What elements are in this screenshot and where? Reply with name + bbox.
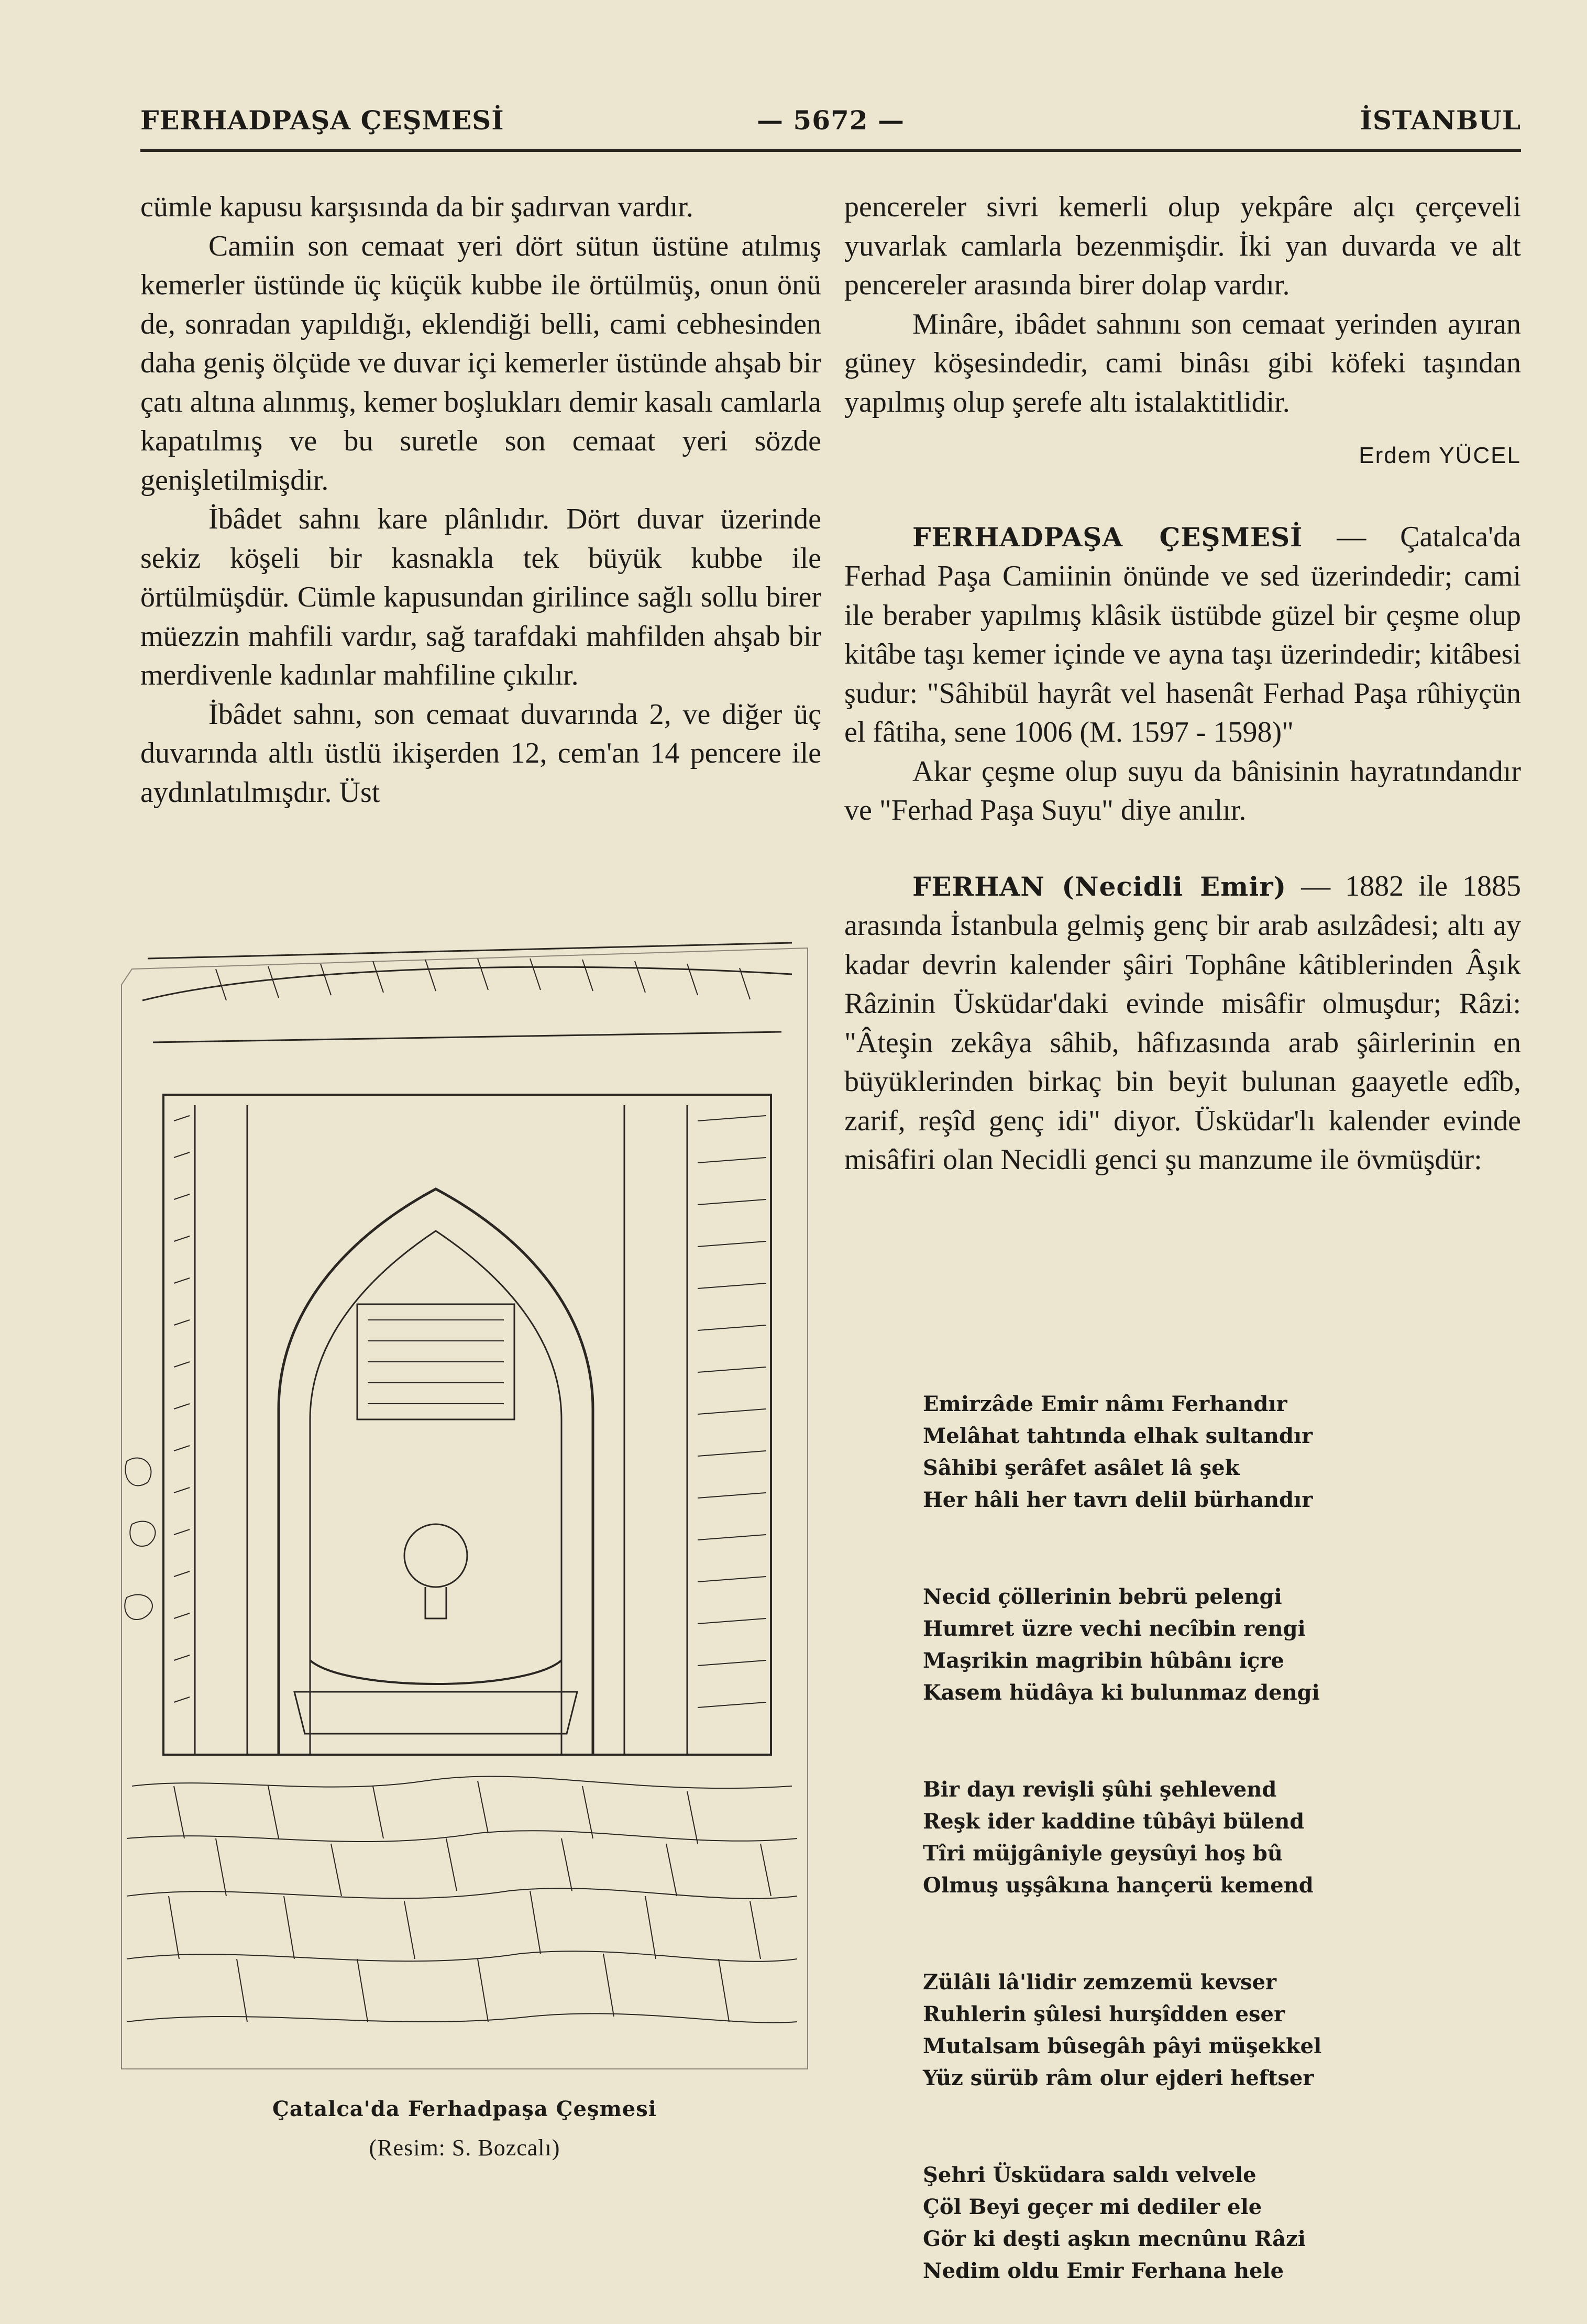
poem-line: Emirzâde Emir nâmı Ferhandır <box>923 1392 1287 1416</box>
poem-stanza <box>923 2159 1447 2287</box>
left-column <box>140 188 821 812</box>
poem-line: Gör ki deşti aşkın mecnûnu Râzi <box>923 2227 1306 2251</box>
poem-line: Reşk ider kaddine tûbâyi bülend <box>923 1809 1305 1834</box>
poem-line: Tîri müjgâniyle geysûyi hoş bû <box>923 1841 1283 1866</box>
paragraph: İbâdet sahnı kare plânlıdır. Dört duvar üzerinde sekiz köşeli bir kasnakla tek büyük kubbe ile örtülmüşdür. Cümle kapusundan girilince sağlı sollu birer müezzin mahfili vardır, sağ tarafdaki mahfilden ahşab bir merdivenle kadınlar mahfiline çıkılır. <box>140 503 821 691</box>
fountain-illustration <box>111 938 818 2079</box>
poem-line: Maşrikin magribin hûbânı içre <box>923 1648 1284 1673</box>
header-rule <box>140 149 1521 152</box>
caption-title: Çatalca'da Ferhadpaşa Çeşmesi <box>272 2097 657 2121</box>
poem-line: Olmuş uşşâkına hançerü kemend <box>923 1873 1314 1898</box>
paragraph: Camiin son cemaat yeri dört sütun üstüne atılmış kemerler üstünde üç küçük kubbe ile örtülmüş, onun önü de, sonradan yapıldığı, eklendiği belli, cami cebhesinden daha geniş ölçüde ve duvar içi kemerler üstünde ahşab bir çatı altına alınmış, kemer boşlukları demir kasalı camlarla kapatılmış ve bu suretle son cemaat yeri sözde genişletilmişdir. <box>140 229 821 497</box>
poem-line: Nedim oldu Emir Ferhana hele <box>923 2259 1284 2283</box>
poem-line: Sâhibi şerâfet asâlet lâ şek <box>923 1456 1240 1480</box>
poem-stanza <box>923 1774 1447 1901</box>
paragraph: İbâdet sahnı, son cemaat duvarında 2, ve diğer üç duvarında altlı üstlü ikişerden 12, cem'an 14 pencere ile aydınlatılmışdır. Üst <box>140 698 821 809</box>
entry-title: FERHADPAŞA ÇEŞMESİ <box>912 521 1303 553</box>
poem-line: Mutalsam bûsegâh pâyi müşekkel <box>923 2034 1322 2058</box>
poem-stanza <box>923 1581 1447 1709</box>
poem-line: Her hâli her tavrı delil bürhandır <box>923 1488 1313 1512</box>
paragraph: cümle kapusu karşısında da bir şadırvan vardır. <box>140 191 693 223</box>
entry-text: — Çatalca'da Ferhad Paşa Camiinin önünde ve sed üzerindedir; cami ile beraber yapılmış klâsik üstübde güzel bir çeşme olup kitâbe taşı kemer içinde ve ayna taşı üzerindedir; kitâbesi şudur: "Sâhibül hayrât vel hasenât Ferhad Paşa rûhiyçün el fâtiha, sene 1006 (M. 1597 - 1598)" <box>844 520 1521 748</box>
poem-stanza <box>923 1966 1447 2094</box>
running-header <box>140 105 1521 141</box>
poem-line: Humret üzre vechi necîbin rengi <box>923 1616 1306 1641</box>
header-left-title: FERHADPAŞA ÇEŞMESİ <box>140 105 504 136</box>
entry-ferhadpasa-cesmesi <box>844 517 1521 752</box>
poem-line: Yüz sürüb râm olur ejderi heftser <box>923 2066 1314 2090</box>
poem-line: Melâhat tahtında elhak sultandır <box>923 1424 1313 1448</box>
figure-caption <box>111 2090 818 2167</box>
entry-ferhan <box>844 867 1521 1180</box>
caption-credit: (Resim: S. Bozcalı) <box>369 2135 560 2161</box>
paragraph: Minâre, ibâdet sahnını son cemaat yerinden ayıran güney köşesindedir, cami binâsı gibi köfeki taşından yapılmış olup şerefe altı istalaktitlidir. <box>844 307 1521 418</box>
header-right-title: İSTANBUL <box>1360 105 1521 136</box>
poem-stanza <box>923 1388 1447 1516</box>
page-number: — 5672 — <box>757 105 905 136</box>
poem-line: Zülâli lâ'lidir zemzemü kevser <box>923 1970 1277 1995</box>
author-signature: Erdem YÜCEL <box>1359 443 1521 468</box>
fountain-sketch-image <box>111 938 818 2079</box>
paragraph: pencereler sivri kemerli olup yekpâre alçı çerçeveli yuvarlak camlarla bezenmişdir. İki yan duvarda ve alt pencereler arasında birer dolap vardır. <box>844 191 1521 301</box>
poem-line: Çöl Beyi geçer mi dediler ele <box>923 2195 1262 2219</box>
paragraph: Akar çeşme olup suyu da bânisinin hayratındandır ve "Ferhad Paşa Suyu" diye anılır. <box>844 755 1521 827</box>
poem <box>923 1388 1447 2287</box>
entry-title: FERHAN (Necidli Emir) <box>912 871 1287 902</box>
poem-line: Kasem hüdâya ki bulunmaz dengi <box>923 1680 1320 1705</box>
poem-line: Bir dayı revişli şûhi şehlevend <box>923 1777 1277 1802</box>
poem-line: Ruhlerin şûlesi hurşîdden eser <box>923 2002 1285 2026</box>
poem-line: Necid çöllerinin bebrü pelengi <box>923 1584 1282 1609</box>
poem-line: Şehri Üsküdara saldı velvele <box>923 2163 1257 2187</box>
entry-text: — 1882 ile 1885 arasında İstanbula gelmiş genç bir arab asılzâdesi; altı ay kadar devrin kalender şâiri Tophâne kâtiblerinden Âşık Râzinin Üsküdar'daki evinde misâfir olmuşdur; Râzi: "Âteşin zekâya sâhib, hâfızasında arab şâirlerinin en büyüklerinden birkaç bin beyit bulunan gaayetle edîb, zarif, reşîd genç idi" diyor. Üsküdar'lı kalender evinde misâfiri olan Necidli genci şu manzume ile övmüşdür: <box>844 869 1521 1176</box>
right-column <box>844 188 1521 1180</box>
